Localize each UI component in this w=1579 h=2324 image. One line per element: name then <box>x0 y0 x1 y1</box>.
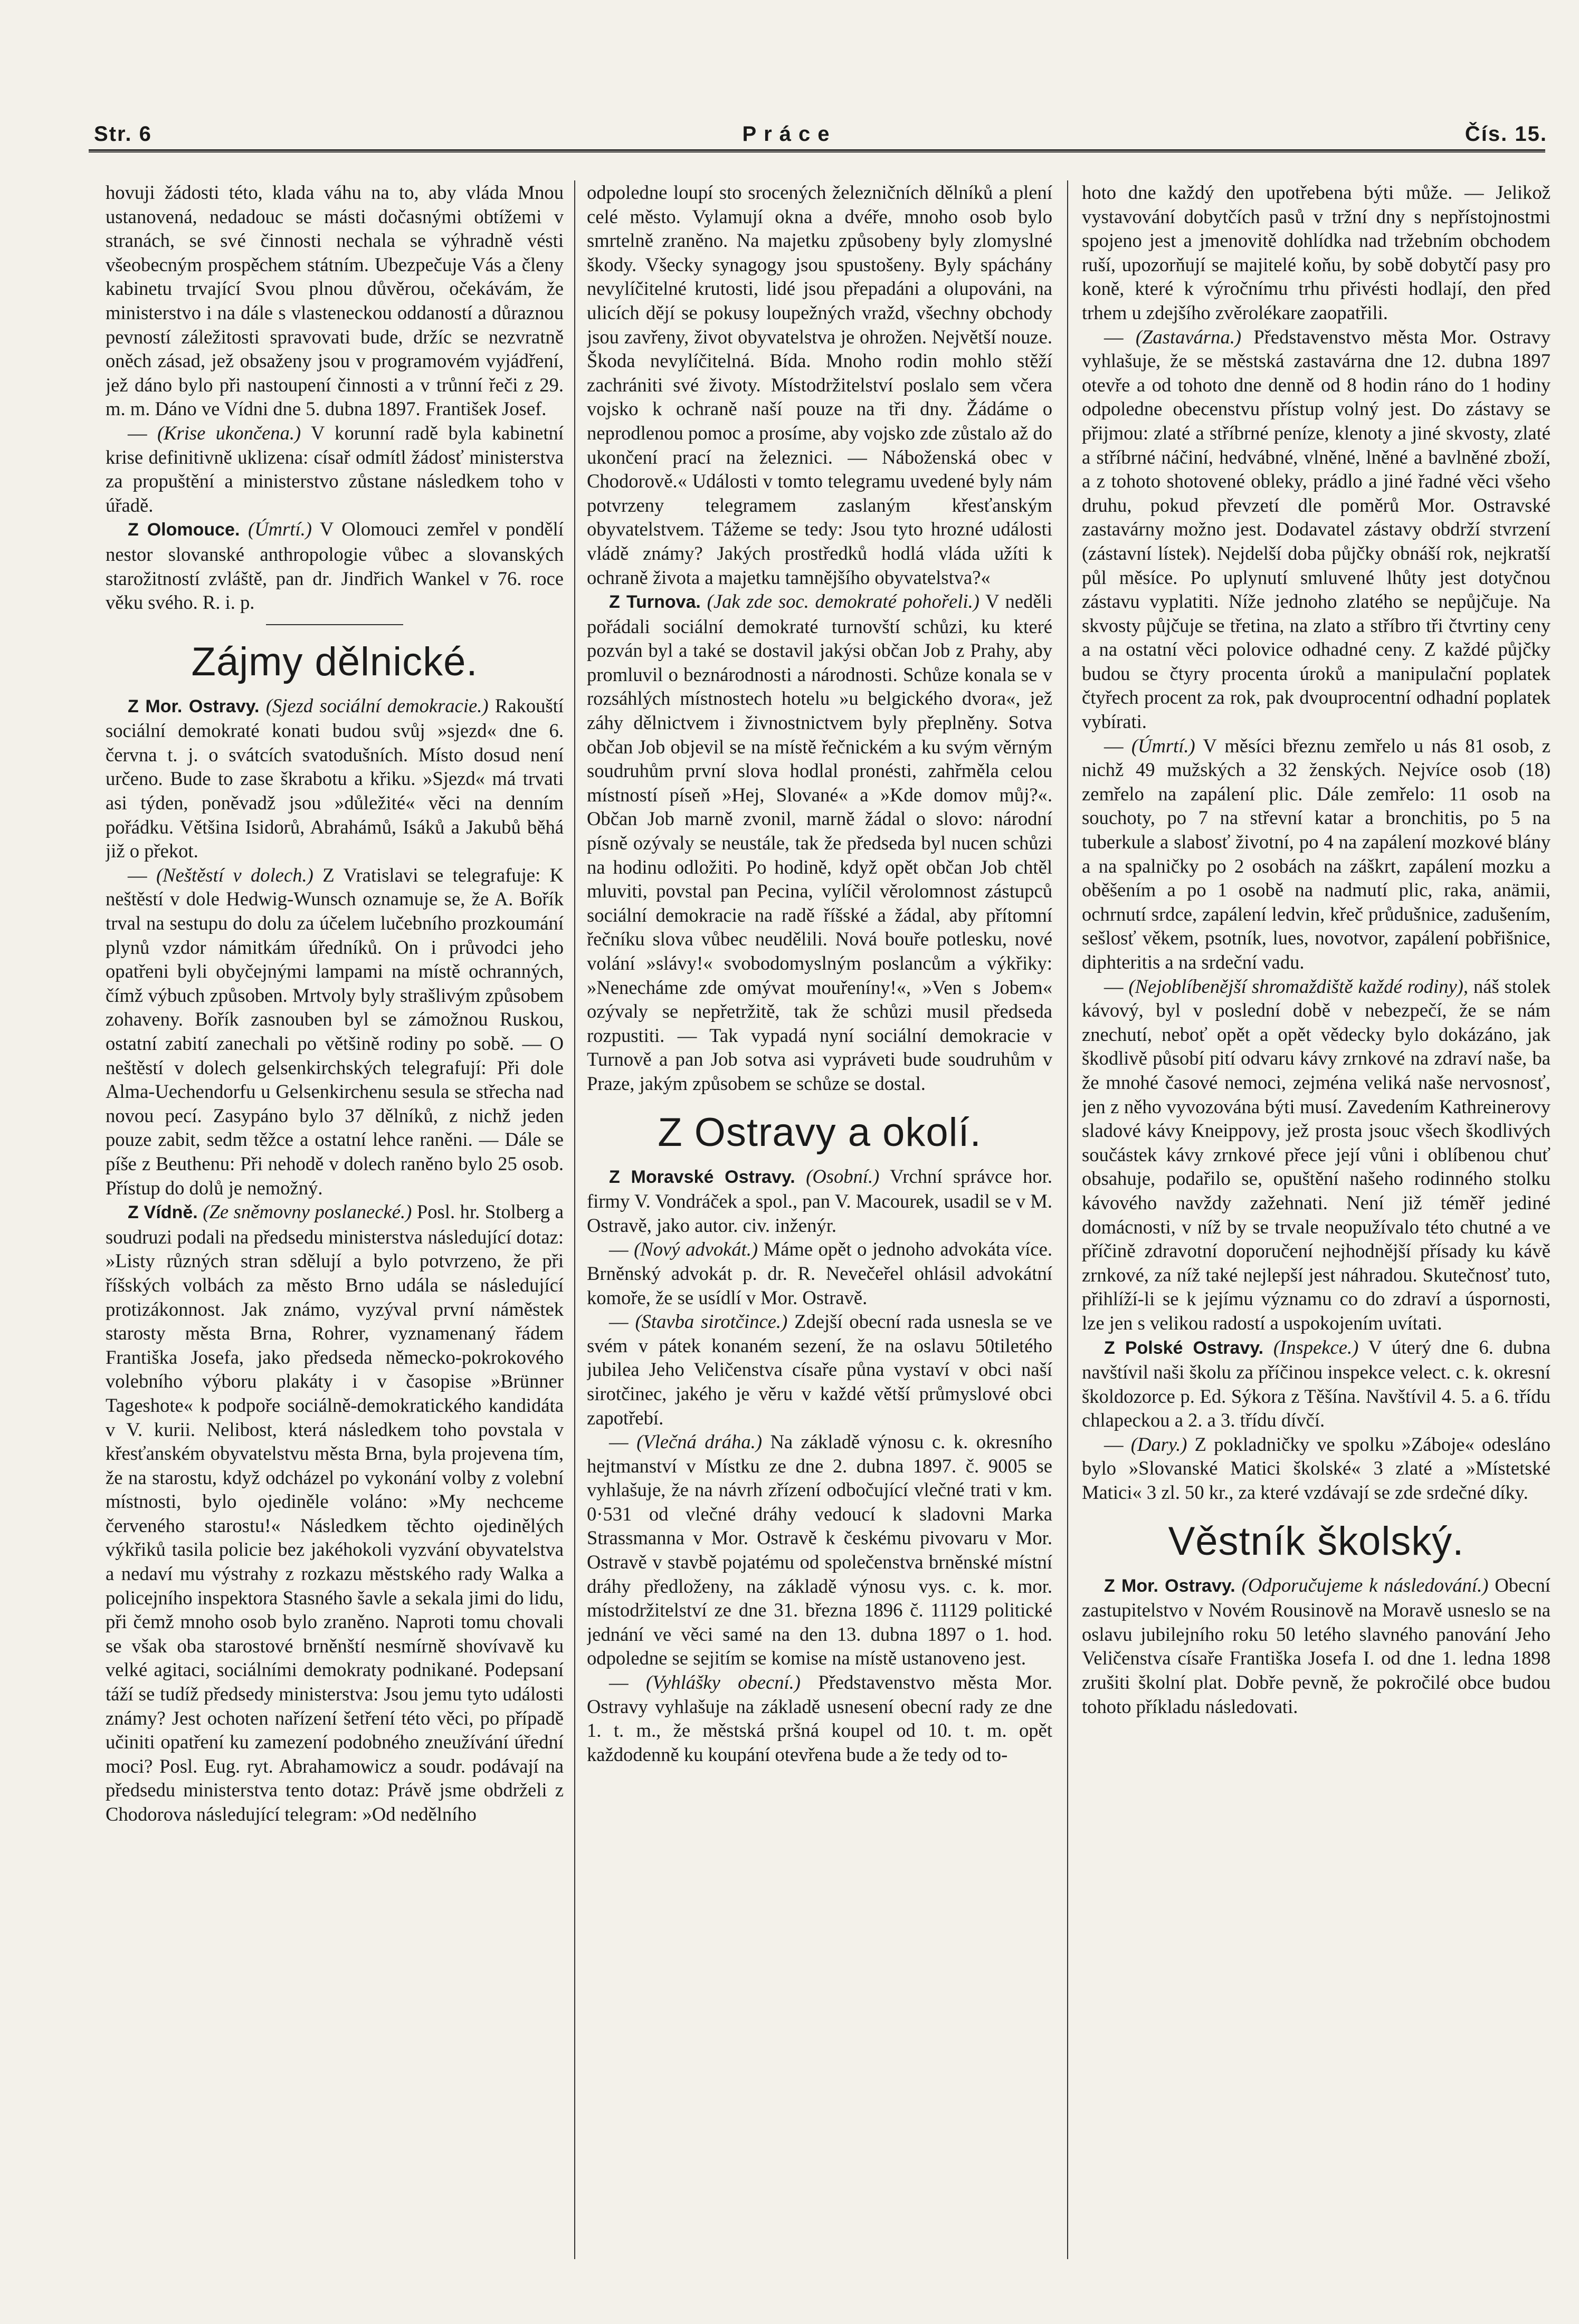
column-2 <box>587 180 1052 2291</box>
article-text: Zdejší obecní rada usnesla se ve svém v pátek konaném sezení, že na oslavu 50tiletého jubilea Jeho Veličenstva císaře půna vystaví v obci naší sirotčinec, jakého je věru v každé větší průmyslové obci zapotřebí. <box>587 1311 1052 1429</box>
article-title: (Vlečná dráha.) <box>636 1431 762 1453</box>
article-title: (Inspekce.) <box>1273 1336 1359 1358</box>
article-paragraph: — (Vyhlášky obecní.) Představenstvo města Mor. Ostravy vyhlašuje na základě usnesení obecní rady ze dne 1. t. m., že městská pršná koupel od 10. t. m. opět každodenně ku koupání otevřena bude a že tedy od to- <box>587 1671 1052 1765</box>
place-heading: Z Turnova. <box>609 592 701 613</box>
column-divider <box>574 180 575 2259</box>
article-paragraph: — (Neštěstí v dolech.) Z Vratislavi se telegrafuje: K neštěstí v dole Hedwig-Wunsch oznamuje se, že A. Bořík trval na sestupu do dolu za účelem lučebního prozkoumání plynů vzdor námitkám úředníků. On i průvodci jeho opatřeni byli obyčejnými lampami na místě ochranných, čímž výbuch způsoben. Mrtvoly byly strašlivým způsobem zohaveny. Bořík zasnouben byl se zámožnou Ruskou, ostatní zabití zanechali po většině rodiny po sobě. — O neštěstí v dolech gelsenkirchských telegrafují: Při dole Alma-Uechendorfu u Gelsenkirchenu sesula se střecha nad novou pecí. Zasypáno bylo 37 dělníků, z nichž jeden pouze zabit, sedm těžce a ostatní lehce raněni. — Dále se píše z Beuthenu: Při nehodě v dolech raněno bylo 25 osob. Přístup do dolů je nemožný. <box>106 864 564 1199</box>
article-paragraph <box>106 1200 564 1826</box>
page-number: Str. 6 <box>94 122 152 146</box>
section-heading: Věstník školský. <box>1168 1518 1464 1564</box>
article-paragraph: — (Nejoblíbenější shromaždiště každé rodiny), náš stolek kávový, byl v poslední době v nebezpečí, že se nám znechutí, neboť opět a opět vědecky bylo dokázáno, jak škodlivě působí pití odvaru kávy zrnkové na zdraví naše, ba že mnohé časové nemoci, zejména veliká naše nervosnosť, jen z něho vyvozována býti musí. Zavedením Kathreinerovy sladové kávy Kneippovy, jež prosta jsouc všech škodlivých součástek kávy zrnkové přece její vůni i oblíbenou chuť obsahuje, podařilo se, opuštění našeho rodinného stolku kávového navždy zažehnati. Není již téměř jediné domácnosti, v níž by se trvale neopužívalo této chutné a ve příčině zdravotní doporučení nejhodnější přísady ku kávě zrnkové, za níž také nejlepší jest náhradou. Skutečnosť tuto, přihlíží-li se k jejímu významu co do zdraví a úspornosti, lze jen s velikou radostí a uspokojením uvítati. <box>1082 975 1551 1334</box>
article-text: Rakouští sociální demokraté konati budou svůj »sjezd« dne 6. června t. j. o svátcích svatodušních. Místo dosud není určeno. Bude to zase škrabotu a křiku. »Sjezd« má trvati asi týden, poněvadž jsou »důležité« věci na denním pořádku. Většina Isidorů, Abrahámů, Isáků a Jakubů běhá již o překot. <box>106 694 564 862</box>
place-heading: Z Olomouce. <box>128 520 240 540</box>
masthead-title: Práce <box>742 122 837 146</box>
article-paragraph: — (Dary.) Z pokladničky ve spolku »Záboje« odesláno bylo »Slovanské Matici školské« 3 zlaté a »Místetské Matici« 3 zl. 50 kr., za které vzdávají se zde srdečné díky. <box>1082 1433 1551 1504</box>
article-paragraph <box>106 694 564 863</box>
article-title: (Vyhlášky obecní.) <box>645 1671 801 1694</box>
article-paragraph: — (Vlečná dráha.) Na základě výnosu c. k. okresního hejtmanství v Místku ze dne 2. dubna 1897. č. 9005 se vyhlašuje, že na návrh zřízení odbočující vlečné trati v km. 0·531 od vlečné dráhy vedoucí k sladovni Marka Strassmanna v Mor. Ostravě k českému pivovaru v Mor. Ostravě v stavbě pojatému od společenstva brněnské místní dráhy předloženy, na základě výnosu vys. c. k. mor. místodržitelství ze dne 31. března 1896 č. 11129 politické jednání ve věci samé na den 13. dubna 1897 o 1. hod. odpoledne se sejitím se komise na místě ustanoveno jest. <box>587 1431 1052 1669</box>
article-text: V neděli pořádali sociální demokraté turnovští schůzi, ku které pozván byl a také se dostavil jakýsi občan Job z Prahy, aby promluvil o beznárodnosti a národnosti. Schůze konala se v rozsáhlých místnostech hotelu »u belgického dvora«, jež záhy dělnictvem i živnostnictvem byly přeplněny. Sotva občan Job objevil se na místě řečnickém a ku svým věrným soudruhům první slova hodlal pronésti, zahřměla celou místností píseň »Hej, Slované« a »Kde domov můj?«. Občan Job marně zvonil, marně žádal o slovo: národní písně ozývaly se neustále, tak že předseda byl nucen schůzi na hodinu odložiti. Po hodině, když opět občan Job chtěl mluviti, povstal pan Pecina, vylíčil věrolomnost zástupců sociální demokracie na radě říšské a žádal, aby přítomní řečníku slova vůbec neudělili. Nová bouře potlesku, nové volání »slávy!« svobodomyslným poslancům a výkřiky: »Nenecháme zde omývat mouřeníny!«, »Ven s Jobem« ozývaly se nepřetržitě, tak že schůzi musil předseda rozpustiti. — Tak vypadá nyní sociální demokracie v Turnově a pan Job sotva asi vypráveti bude soudruhům v Praze, jakým způsobem se schůze se dostal. <box>587 590 1052 1094</box>
article-title: (Neštěstí v dolech.) <box>156 864 313 886</box>
place-heading: Z Moravské Ostravy. <box>609 1166 795 1187</box>
article-title: (Jak zde soc. demokraté pohořeli.) <box>707 590 979 613</box>
article-text: Představenstvo města Mor. Ostravy vyhlašuje na základě usnesení obecní rady ze dne 1. t. m., že městská pršná koupel od 10. t. m. opět každodenně ku koupání otevřena bude a že tedy od to- <box>587 1671 1052 1765</box>
article-paragraph <box>1082 1573 1551 1719</box>
article-text: Z Vratislavi se telegrafuje: K neštěstí v dole Hedwig-Wunsch oznamuje se, že A. Bořík trval na sestupu do dolu za účelem lučebního prozkoumání plynů vzdor námitkám úředníků. On i průvodci jeho opatřeni byli obyčejnými lampami na místě ochranných, čímž výbuch způsoben. Mrtvoly byly strašlivým způsobem zohaveny. Bořík zasnouben byl se zámožnou Ruskou, ostatní zabití zanechali po většině rodiny po sobě. — O neštěstí v dolech gelsenkirchských telegrafují: Při dole Alma-Uechendorfu u Gelsenkirchenu sesula se střecha nad novou pecí. Zasypáno bylo 37 dělníků, z nichž jeden pouze zabit, sedm těžce a ostatní lehce raněni. — Dále se píše z Beuthenu: Při nehodě v dolech raněno bylo 25 osob. Přístup do dolů je nemožný. <box>106 864 564 1199</box>
article-text: Představenstvo města Mor. Ostravy vyhlašuje, že se městská zastavárna dne 12. dubna 1897 otevře a od tohoto dne denně od 8 hodin ráno do 1 hodiny odpoledne obecenstvu přístup volný jest. Do zástavy se přijmou: zlaté a stříbrné peníze, klenoty a jiné skvosty, zlaté a stříbrné náčiní, hedvábné, vlněné, lněné a bavlněné zboží, a z tohoto shotovené obleky, prádlo a jiné řadné věci všeho druhu, pokud převzetí dle poměrů Mor. Ostravské zastavárny možno jest. Dodavatel zástavy obdrží stvrzení (zástavní lístek). Nejdelší doba půjčky obnáší rok, nejkratší půl měsíce. Po uplynutí smluvené lhůty jest dotyčnou zástavu vyplatiti. Níže jednoho zlatého se nepůjčuje. Na skvosty půjčuje se třetina, na zlato a stříbro tři čtvrtiny ceny a na ostatní věci polovice odhadné ceny. Z každé půjčky budou se čtyry procenta úroků a manipulační poplatek čtyřech procent za rok, pak dvouprocentní odhadní poplatek vybírati. <box>1082 326 1551 733</box>
article-paragraph <box>106 517 564 614</box>
article-paragraph <box>1082 1335 1551 1432</box>
article-title: (Krise ukončena.) <box>157 422 301 444</box>
article-paragraph: — (Stavba sirotčince.) Zdejší obecní rada usnesla se ve svém v pátek konaném sezení, že na oslavu 50tiletého jubilea Jeho Veličenstva císaře půna vystaví v obci naší sirotčinec, jakého je věru v každé větší průmyslové obci zapotřebí. <box>587 1311 1052 1429</box>
article-paragraph <box>587 1164 1052 1238</box>
column-3 <box>1082 180 1551 2291</box>
article-paragraph: — (Krise ukončena.) V korunní radě byla kabinetní krise definitivně uklizena: císař odmítl žádosť ministerstva za propuštění a ministerstvo zůstane následkem toho v úřadě. <box>106 422 564 516</box>
article-title: (Stavba sirotčince.) <box>635 1311 788 1333</box>
article-title: (Odporučujeme k následování.) <box>1241 1574 1489 1596</box>
article-paragraph: hovuji žádosti této, klada váhu na to, aby vláda Mnou ustanovená, nedadouc se másti dočasnými obtížemi v stranách, se své činnosti nechala se výhradně vésti všeobecným prospěchem státním. Ubezpečuje Vás a členy kabinetu trvající Svou plnou důvěrou, očekávám, že ministerstvo i na dále s vlasteneckou oddaností a důraznou pevností záležitosti spravovati bude, držíc se nezvratně oněch zásad, jež obsaženy jsou v programovém vyjádření, jež dáno bylo při nastoupení činnosti a v trůnní řeči z 29. m. m. Dáno ve Vídni dne 5. dubna 1897. František Josef. <box>106 181 564 420</box>
article-text: V úterý dne 6. dubna navštívil naši školu za příčinou inspekce velect. c. k. okresní školdozorce p. Ed. Sýkora z Těšína. Navštívil 4. 5. a 6. třídu chlapeckou a 2. a 3. třídu dívčí. <box>1082 1336 1551 1431</box>
section-heading: Zájmy dělnické. <box>191 639 478 684</box>
article-text: V měsíci březnu zemřelo u nás 81 osob, z nichž 49 mužských a 32 ženských. Nejvíce osob (18) zemřelo na zapálení plic. Dále zemřelo: 11 osob na souchoty, po 7 na střevní katar a bronchitis, po 5 na tuberkule a slabosť životní, po 4 na zapálení mozkové blány a na spalničky po 2 osobách na záškrt, zapálení mozku a oběšením a po 1 osobě na nadmutí plic, raka, anämii, ochrnutí srdce, zapálení ledvin, křeč průdušnice, zadušením, sešlosť věkem, psotník, lues, novotvor, zapálení pobřišnice, diphteritis a na srdeční vadu. <box>1082 734 1551 973</box>
issue-number: Čís. 15. <box>1464 122 1547 146</box>
article-paragraph <box>587 589 1052 1095</box>
article-title: (Nejoblíbenější shromaždiště každé rodiny), <box>1128 975 1469 997</box>
column-1 <box>106 180 564 2291</box>
article-paragraph: — (Nový advokát.) Máme opět o jednoho advokáta více. Brněnský advokát p. dr. R. Nevečeřel ohlásil advokátní komoře, že se usídlí v Mor. Ostravě. <box>587 1238 1052 1308</box>
article-title: (Zastavárna.) <box>1135 326 1242 348</box>
article-text: Na základě výnosu c. k. okresního hejtmanství v Místku ze dne 2. dubna 1897. č. 9005 se vyhlašuje, že na návrh zřízení odbočující vlečné trati v km. 0·531 od vlečné dráhy vedoucí k sladovni Marka Strassmanna v Mor. Ostravě k českému pivovaru v Mor. Ostravě v stavbě pojatému od společenstva brněnské místní dráhy předloženy, na základě výnosu vys. c. k. mor. místodržitelství ze dne 31. března 1896 č. 11129 politické jednání ve věci samé na den 13. dubna 1897 o 1. hod. odpoledne se sejitím se komise na místě ustanoveno jest. <box>587 1431 1052 1669</box>
article-paragraph: odpoledne loupí sto srocených železničních dělníků a plení celé město. Vylamují okna a dvéře, mnoho osob bylo smrtelně zraněno. Na majetku způsobeny byly zlomyslné škody. Všecky synagogy jsou spustošeny. Byly spáchány nevylíčitelné krutosti, lidé jsou přepadáni a olupováni, na ulicích dějí se pokusy loupežných vražd, všechny obchody jsou zavřeny, život obyvatelstva je ohrožen. Největší nouze. Škoda nevylíčitelná. Bída. Mnoho rodin mohlo stěží zachrániti své životy. Místodržitelství poslalo sem včera vojsko k ochraně naší pouze na tři dny. Žádáme o neprodlenou pomoc a prosíme, aby vojsko zde zůstalo až do ukončení prací na železnici. — Náboženská obec v Chodorově.« Události v tomto telegramu uvedené byly nám potvrzeny telegramem zaslaným křesťanským obyvatelstvem. Tážeme se tedy: Jsou tyto hrozné události vládě známy? Jakých prostředků hodlá vláda užíti k ochraně života a majetku tamnějšího obyvatelstva?« <box>587 181 1052 588</box>
header-rule <box>89 149 1545 152</box>
place-heading: Z Mor. Ostravy. <box>128 696 260 716</box>
article-text: V korunní radě byla kabinetní krise definitivně uklizena: císař odmítl žádosť ministerstva za propuštění a ministerstvo zůstane následkem toho v úřadě. <box>106 422 564 516</box>
article-title: (Osobní.) <box>806 1165 880 1187</box>
article-title: (Dary.) <box>1130 1433 1187 1455</box>
place-heading: Z Vídně. <box>128 1202 198 1223</box>
column-divider <box>1067 180 1068 2259</box>
section-heading: Z Ostravy a okolí. <box>658 1110 982 1155</box>
article-text: Máme opět o jednoho advokáta více. Brněnský advokát p. dr. R. Nevečeřel ohlásil advokátní komoře, že se usídlí v Mor. Ostravě. <box>587 1238 1052 1308</box>
article-title: (Úmrtí.) <box>1131 734 1195 757</box>
article-text: V Olomouci zemřel v pondělí nestor slovanské anthropologie vůbec a slovanských starožitností zvláště, pan dr. Jindřich Wankel v 76. roce věku svého. R. i. p. <box>106 518 564 614</box>
place-heading: Z Polské Ostravy. <box>1104 1337 1264 1358</box>
article-title: (Ze sněmovny poslanecké.) <box>203 1201 412 1223</box>
article-title: (Sjezd sociální demokracie.) <box>265 694 489 716</box>
article-paragraph: — (Úmrtí.) V měsíci březnu zemřelo u nás 81 osob, z nichž 49 mužských a 32 ženských. Nejvíce osob (18) zemřelo na zapálení plic. Dále zemřelo: 11 osob na souchoty, po 7 na střevní katar a bronchitis, po 5 na tuberkule a slabosť životní, po 4 na zapálení mozkové blány a na spalničky po 2 osobách na záškrt, zapálení mozku a oběšením a po 1 osobě na nadmutí plic, raka, anämii, ochrnutí srdce, zapálení ledvin, křeč průdušnice, zadušením, sešlosť věkem, psotník, lues, novotvor, zapálení pobřišnice, diphteritis a na srdeční vadu. <box>1082 734 1551 973</box>
article-title: (Nový advokát.) <box>634 1238 758 1260</box>
article-text: Obecní zastupitelstvo v Novém Rousinově na Moravě usneslo se na oslavu jubilejního roku 50 letého slavného panování Jeho Veličenstva císaře Františka Josefa I. od dne 1. ledna 1898 zrušiti školní plat. Dobře pevně, že pokročilé obce budou tohoto příkladu následovati. <box>1082 1574 1551 1717</box>
article-text: Vrchní správce hor. firmy V. Vondráček a spol., pan V. Macourek, usadil se v M. Ostravě, jako autor. civ. inženýr. <box>587 1165 1052 1236</box>
article-paragraph: hoto dne každý den upotřebena býti může. — Jelikož vystavování dobytčích pasů v tržní dny s nepřístojnostmi spojeno jest a jmenovitě dohlídka nad tržebním obchodem ruší, upozorňují se majitelé koňu, by sobě dobytčí pasy pro koně, které k výročnímu trhu přivésti hodlají, den před trhem u zdejšího zvěrolékare zaopatřili. <box>1082 181 1551 323</box>
place-heading: Z Mor. Ostravy. <box>1104 1575 1235 1596</box>
article-text: Z pokladničky ve spolku »Záboje« odesláno bylo »Slovanské Matici školské« 3 zlaté a »Místetské Matici« 3 zl. 50 kr., za které vzdávají se zde srdečné díky. <box>1082 1433 1551 1504</box>
article-paragraph: — (Zastavárna.) Představenstvo města Mor. Ostravy vyhlašuje, že se městská zastavárna dne 12. dubna 1897 otevře a od tohoto dne denně od 8 hodin ráno do 1 hodiny odpoledne obecenstvu přístup volný jest. Do zástavy se přijmou: zlaté a stříbrné peníze, klenoty a jiné skvosty, zlaté a stříbrné náčiní, hedvábné, vlněné, lněné a bavlněné zboží, a z tohoto shotovené obleky, prádlo a jiné řadné věci všeho druhu, pokud převzetí dle poměrů Mor. Ostravské zastavárny možno jest. Dodavatel zástavy obdrží stvrzení (zástavní lístek). Nejdelší doba půjčky obnáší rok, nejkratší půl měsíce. Po uplynutí smluvené lhůty jest dotyčnou zástavu vyplatiti. Níže jednoho zlatého se nepůjčuje. Na skvosty půjčuje se třetina, na zlato a stříbro tři čtvrtiny ceny a na ostatní věci polovice odhadné ceny. Z každé půjčky budou se čtyry procenta úroků a manipulační poplatek čtyřech procent za rok, pak dvouprocentní odhadní poplatek vybírati. <box>1082 326 1551 733</box>
article-text: náš stolek kávový, byl v poslední době v nebezpečí, že se nám znechutí, neboť opět a opět vědecky bylo dokázáno, jak škodlivě působí pití odvaru kávy zrnkové na zdraví naše, ba že mnohé časové nemoci, zejména veliká naše nervosnosť, jen z něho vyvozována býti musí. Zavedením Kathreinerovy sladové kávy Kneippovy, jež prosta jsouc všech škodlivých součástek kávy zrnkové přece její vůni i oblíbenou chuť obsahuje, podařilo se, opuštění našeho rodinného stolku kávového navždy zažehnati. Není již téměř jediné domácnosti, v níž by se trvale neopužívalo této chutné a ve příčině zdravotní doporučení nejhodnější přísady ku kávě zrnkové, za níž také nejlepší jest náhradou. Skutečnosť tuto, přihlíží-li se k jejímu významu co do zdraví a úspornosti, lze jen s velikou radostí a uspokojením uvítati. <box>1082 975 1551 1334</box>
article-text: Posl. hr. Stolberg a soudruzi podali na předsedu ministerstva následující dotaz: »Listy různých stran sdělují a bylo potvrzeno, že při říšských volbách za město Brno udála se následující protizákonnost. Jak známo, vyzýval první náměstek starosty města Brna, Rohrer, vyznamenaný řádem Františka Josefa, jako předseda německo-pokrokového volebního výboru plakáty i v časopise »Brünner Tageshote« k podpoře sociálně-demokratického kandidáta v V. kurii. Nelibost, která následkem toho povstala v křesťanském obyvatelstvu města Brna, byla projevena tím, že na starostu, když odcházel po vykonání volby z volební místnosti, bylo ojediněle voláno: »My nechceme červeného starostu!« Následkem těchto ojedinělých výkřiků tasila policie bez jakéhokoli vyzvání obyvatelstva a nedaví mu výstrahy z rozkazu městského rady Walka a policejního inspektora Stasného šavle a sekala jimi do lidu, při čemž mnoho osob bylo zraněno. Naproti tomu chovali se však oba starostové brněnští nesmírně shovívavě ku velké agitaci, sociálními demokraty podnikané. Podepsaní táží se tudíž předsedy ministerstva: Jsou jemu tyto události známy? Jest ochoten nařízení šetření této věci, po případě učiniti opatření ku zamezení podobného zneužívání úřední moci? Posl. Eug. ryt. Abrahamowicz a soudr. podávají na předsedu ministerstva tento dotaz: Právě jsme obdrželi z Chodorova následující telegram: »Od nedělního <box>106 1201 564 1825</box>
article-title: (Úmrtí.) <box>248 518 312 540</box>
separator-rule <box>266 624 403 625</box>
